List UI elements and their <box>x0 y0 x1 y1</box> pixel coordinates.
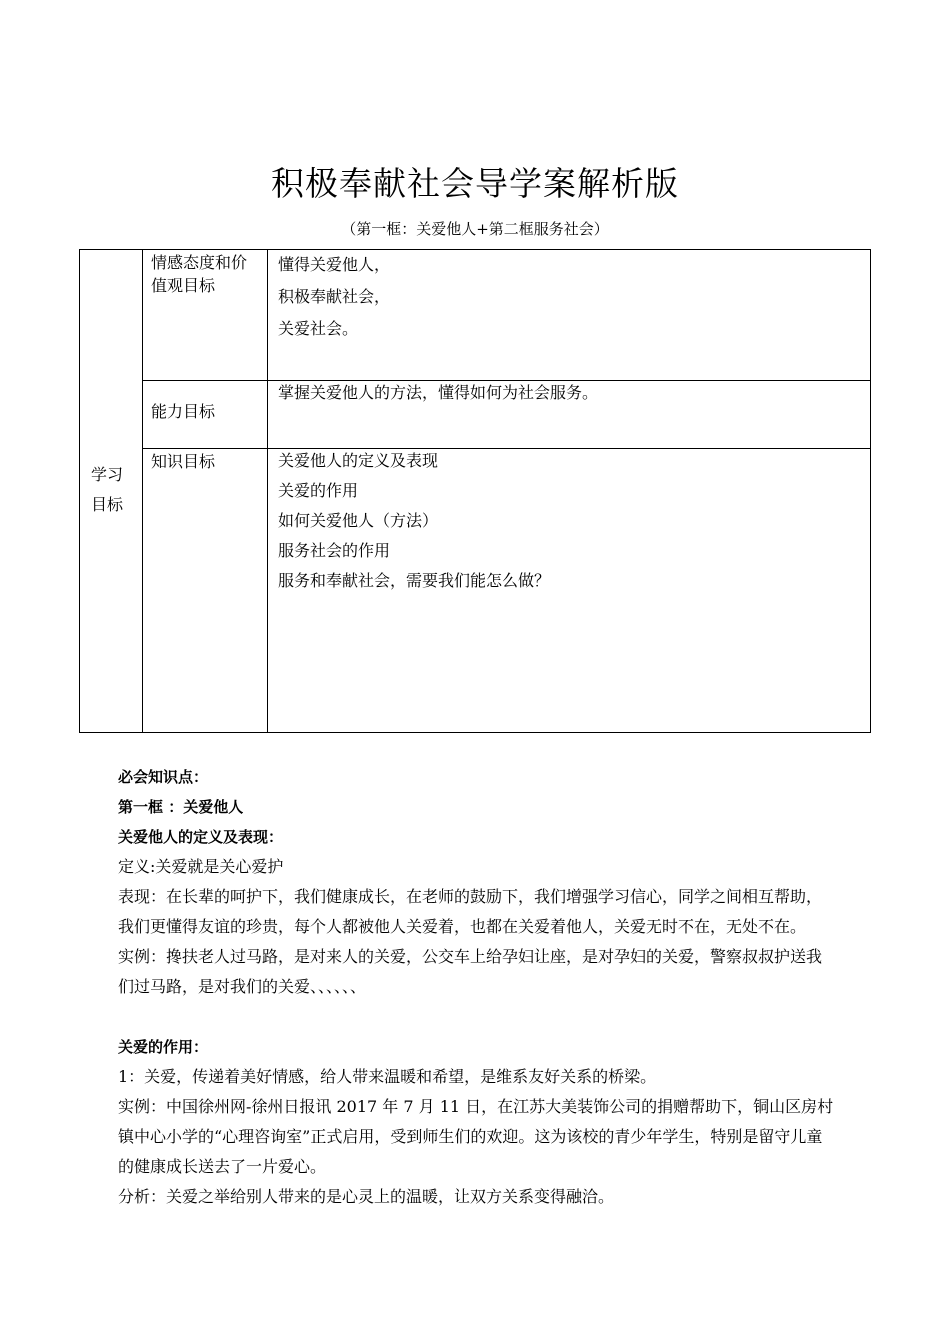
table-border-right <box>870 249 871 733</box>
objective-item: 关爱社会。 <box>278 319 359 338</box>
document-title: 积极奉献社会导学案解析版 <box>271 164 679 203</box>
heading-section-1: 第一框 ：关爱他人 <box>118 798 244 816</box>
objective-label-line: 能力目标 <box>151 402 216 421</box>
objective-label-ability <box>151 400 215 423</box>
table-border-left <box>79 249 80 733</box>
definition-text: 定义:关爱就是关心爱护 <box>118 857 284 876</box>
role-text-1: 1：关爱，传递着美好情感，给人带来温暖和希望，是维系友好关系的桥梁。 <box>118 1067 657 1086</box>
group-label-line-2: 目标 <box>91 495 124 514</box>
objective-item: 积极奉献社会， <box>278 287 391 306</box>
objective-items-emotion <box>278 250 390 344</box>
heading-must-know: 必会知识点： <box>118 768 209 786</box>
objective-items-knowledge <box>278 446 550 596</box>
knowledge-content <box>118 762 836 1212</box>
objective-item: 关爱的作用 <box>278 481 359 500</box>
objective-item: 掌握关爱他人的方法，懂得如何为社会服务。 <box>278 383 599 402</box>
example-text-2: 实例：中国徐州网-徐州日报讯 2017 年 7 月 11 日，在江苏大美装饰公司的捐赠帮助下，铜山区房村镇中心小学的“心理咨询室”正式启用，受到师生们的欢迎。这为该校的青少年学生，特别是留守儿童的健康成长送去了一片爱心。 <box>118 1097 834 1176</box>
objectives-group-label <box>91 460 123 520</box>
objective-item: 关爱他人的定义及表现 <box>278 451 439 470</box>
table-border-bottom <box>79 732 871 733</box>
objective-item: 懂得关爱他人， <box>278 255 391 274</box>
group-label-line-1: 学习 <box>91 465 124 484</box>
table-col-divider-2 <box>267 249 268 733</box>
objective-label-knowledge <box>151 450 215 473</box>
table-col-divider-1 <box>142 249 143 733</box>
manifestation-text: 表现：在长辈的呵护下，我们健康成长，在老师的鼓励下，我们增强学习信心，同学之间相互帮助，我们更懂得友谊的珍贵，每个人都被他人关爱着，也都在关爱着他人，关爱无时不在，无处不在。 <box>118 887 823 936</box>
objective-item: 服务和奉献社会，需要我们能怎么做？ <box>278 571 551 590</box>
objective-label-line: 情感态度和价 <box>151 253 248 272</box>
objective-items-ability <box>278 378 598 408</box>
heading-role: 关爱的作用： <box>118 1038 209 1056</box>
objective-label-line: 值观目标 <box>151 276 216 295</box>
objective-item: 如何关爱他人（方法） <box>278 511 439 530</box>
table-border-top <box>79 249 871 250</box>
heading-definition: 关爱他人的定义及表现： <box>118 828 284 846</box>
example-text-1: 实例：搀扶老人过马路，是对来人的关爱，公交车上给孕妇让座，是对孕妇的关爱，警察叔叔护送我们过马路，是对我们的关爱、、、、、、 <box>118 947 823 996</box>
analysis-text: 分析：关爱之举给别人带来的是心灵上的温暖，让双方关系变得融洽。 <box>118 1187 615 1206</box>
objective-label-line: 知识目标 <box>151 452 216 471</box>
document-subtitle: （第一框：关爱他人+第二框服务社会） <box>341 220 609 238</box>
blank-line <box>118 1002 836 1032</box>
objective-label-emotion <box>151 251 247 297</box>
objective-item: 服务社会的作用 <box>278 541 391 560</box>
